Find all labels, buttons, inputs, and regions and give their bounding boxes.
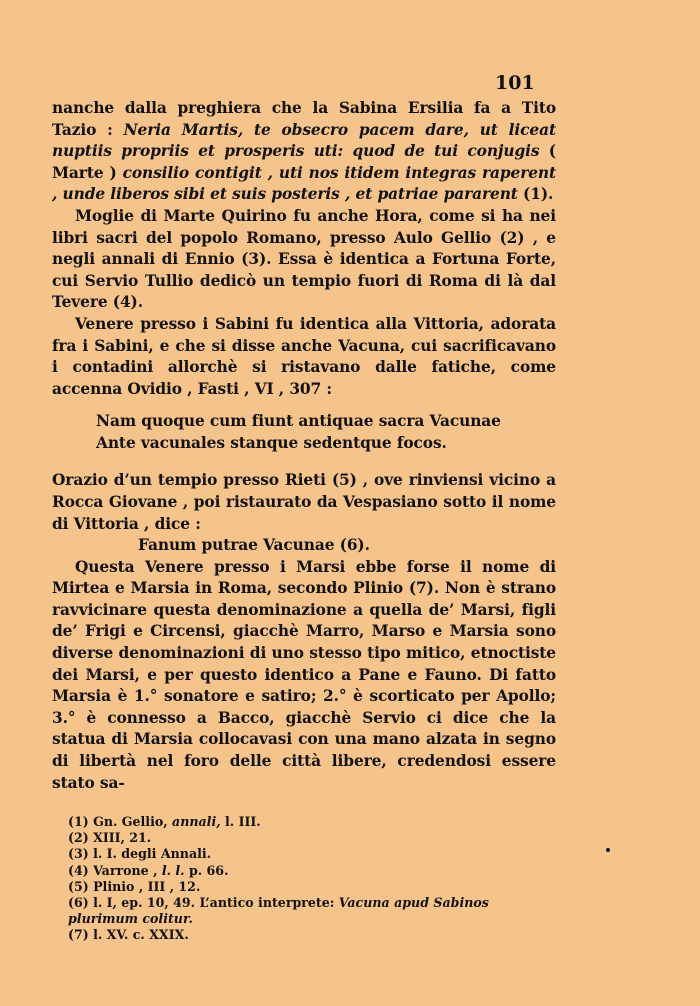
latin-quote-2: consilio contigit , uti nos itidem integras raperent , unde liberos sibi et suis posteris , et patriae pararent bbox=[52, 163, 556, 204]
paragraph-3: Venere presso i Sabini fu identica alla Vittoria, adorata fra i Sabini, e che si disse anche Vacuna, cui sacrificavano i contadini allorchè si ristavano dalle fatiche, come accenna Ovidio , Fasti , VI , 307 : bbox=[52, 314, 556, 398]
footnote-2: (2) XIII, 21. bbox=[68, 830, 152, 846]
page-number: 101 bbox=[495, 72, 535, 94]
footnote-3: (3) l. I. degli Annali. bbox=[68, 846, 212, 862]
verse-line-1: Nam quoque cum fiunt antiquae sacra Vacunae bbox=[96, 412, 501, 431]
latin-quote-1: Neria Martis, te obsecro pacem dare, ut liceat nuptiis propriis et prosperis uti: quod de tui conjugis bbox=[52, 120, 556, 161]
ink-speck bbox=[606, 848, 610, 852]
fanum-quote: Fanum putrae Vacunae (6). bbox=[138, 536, 370, 555]
verse-quote bbox=[52, 410, 556, 454]
paragraph-1: nanche dalla preghiera che la Sabina Ersilia fa a Tito Tazio : Neria Martis, te obsecro pacem dare, ut liceat nuptiis propriis et prosperis uti: quod de tui conjugis ( Marte ) consilio contigit , uti nos itidem integras raperent , unde liberos sibi et suis posteris , et patriae pararent (1). bbox=[52, 99, 556, 204]
footnote-1: (1) Gn. Gellio, annali, l. III. bbox=[68, 814, 261, 829]
footnotes bbox=[68, 814, 556, 944]
paragraph-4: Orazio d’un tempio presso Rieti (5) , ove rinviensi vicino a Rocca Giovane , poi ristaurato da Vespasiano sotto il nome di Vittoria , dice : bbox=[52, 471, 556, 533]
footnote-5: (5) Plinio , III , 12. bbox=[68, 878, 201, 894]
verse-line-2: Ante vacunales stanque sedentque focos. bbox=[96, 434, 447, 453]
body-text bbox=[52, 98, 556, 794]
paragraph-5: Questa Venere presso i Marsi ebbe forse il nome di Mirtea e Marsia in Roma, secondo Plinio (7). Non è strano ravvicinare questa denominazione a quella de’ Marsi, figli de’ Frigi e Circensi, giacchè Marro, Marso e Marsia sono diverse denominazioni di uno stesso tipo mitico, etnoctiste dei Marsi, e per questo identico a Pane e Fauno. Di fatto Marsia è 1.° sonatore e satiro; 2.° è scorticato per Apollo; 3.° è connesso a Bacco, giacchè Servio ci dice che la statua di Marsia collocavasi con una mano alzata in segno di libertà nel foro delle città libere, credendosi essere stato sa- bbox=[52, 557, 556, 792]
paragraph-2: Moglie di Marte Quirino fu anche Hora, come si ha nei libri sacri del popolo Romano, presso Aulo Gellio (2) , e negli annali di Ennio (3). Essa è identica a Fortuna Forte, cui Servio Tullio dedicò un tempio fuori di Roma di là dal Tevere (4). bbox=[52, 206, 556, 312]
footnote-7: (7) l. XV. c. XXIX. bbox=[68, 927, 189, 943]
footnote-4: (4) Varrone , l. l. p. 66. bbox=[68, 862, 229, 878]
footnote-6: (6) l. I, ep. 10, 49. L’antico interprete: Vacuna apud Sabinos plurimum colitur. bbox=[68, 895, 489, 927]
